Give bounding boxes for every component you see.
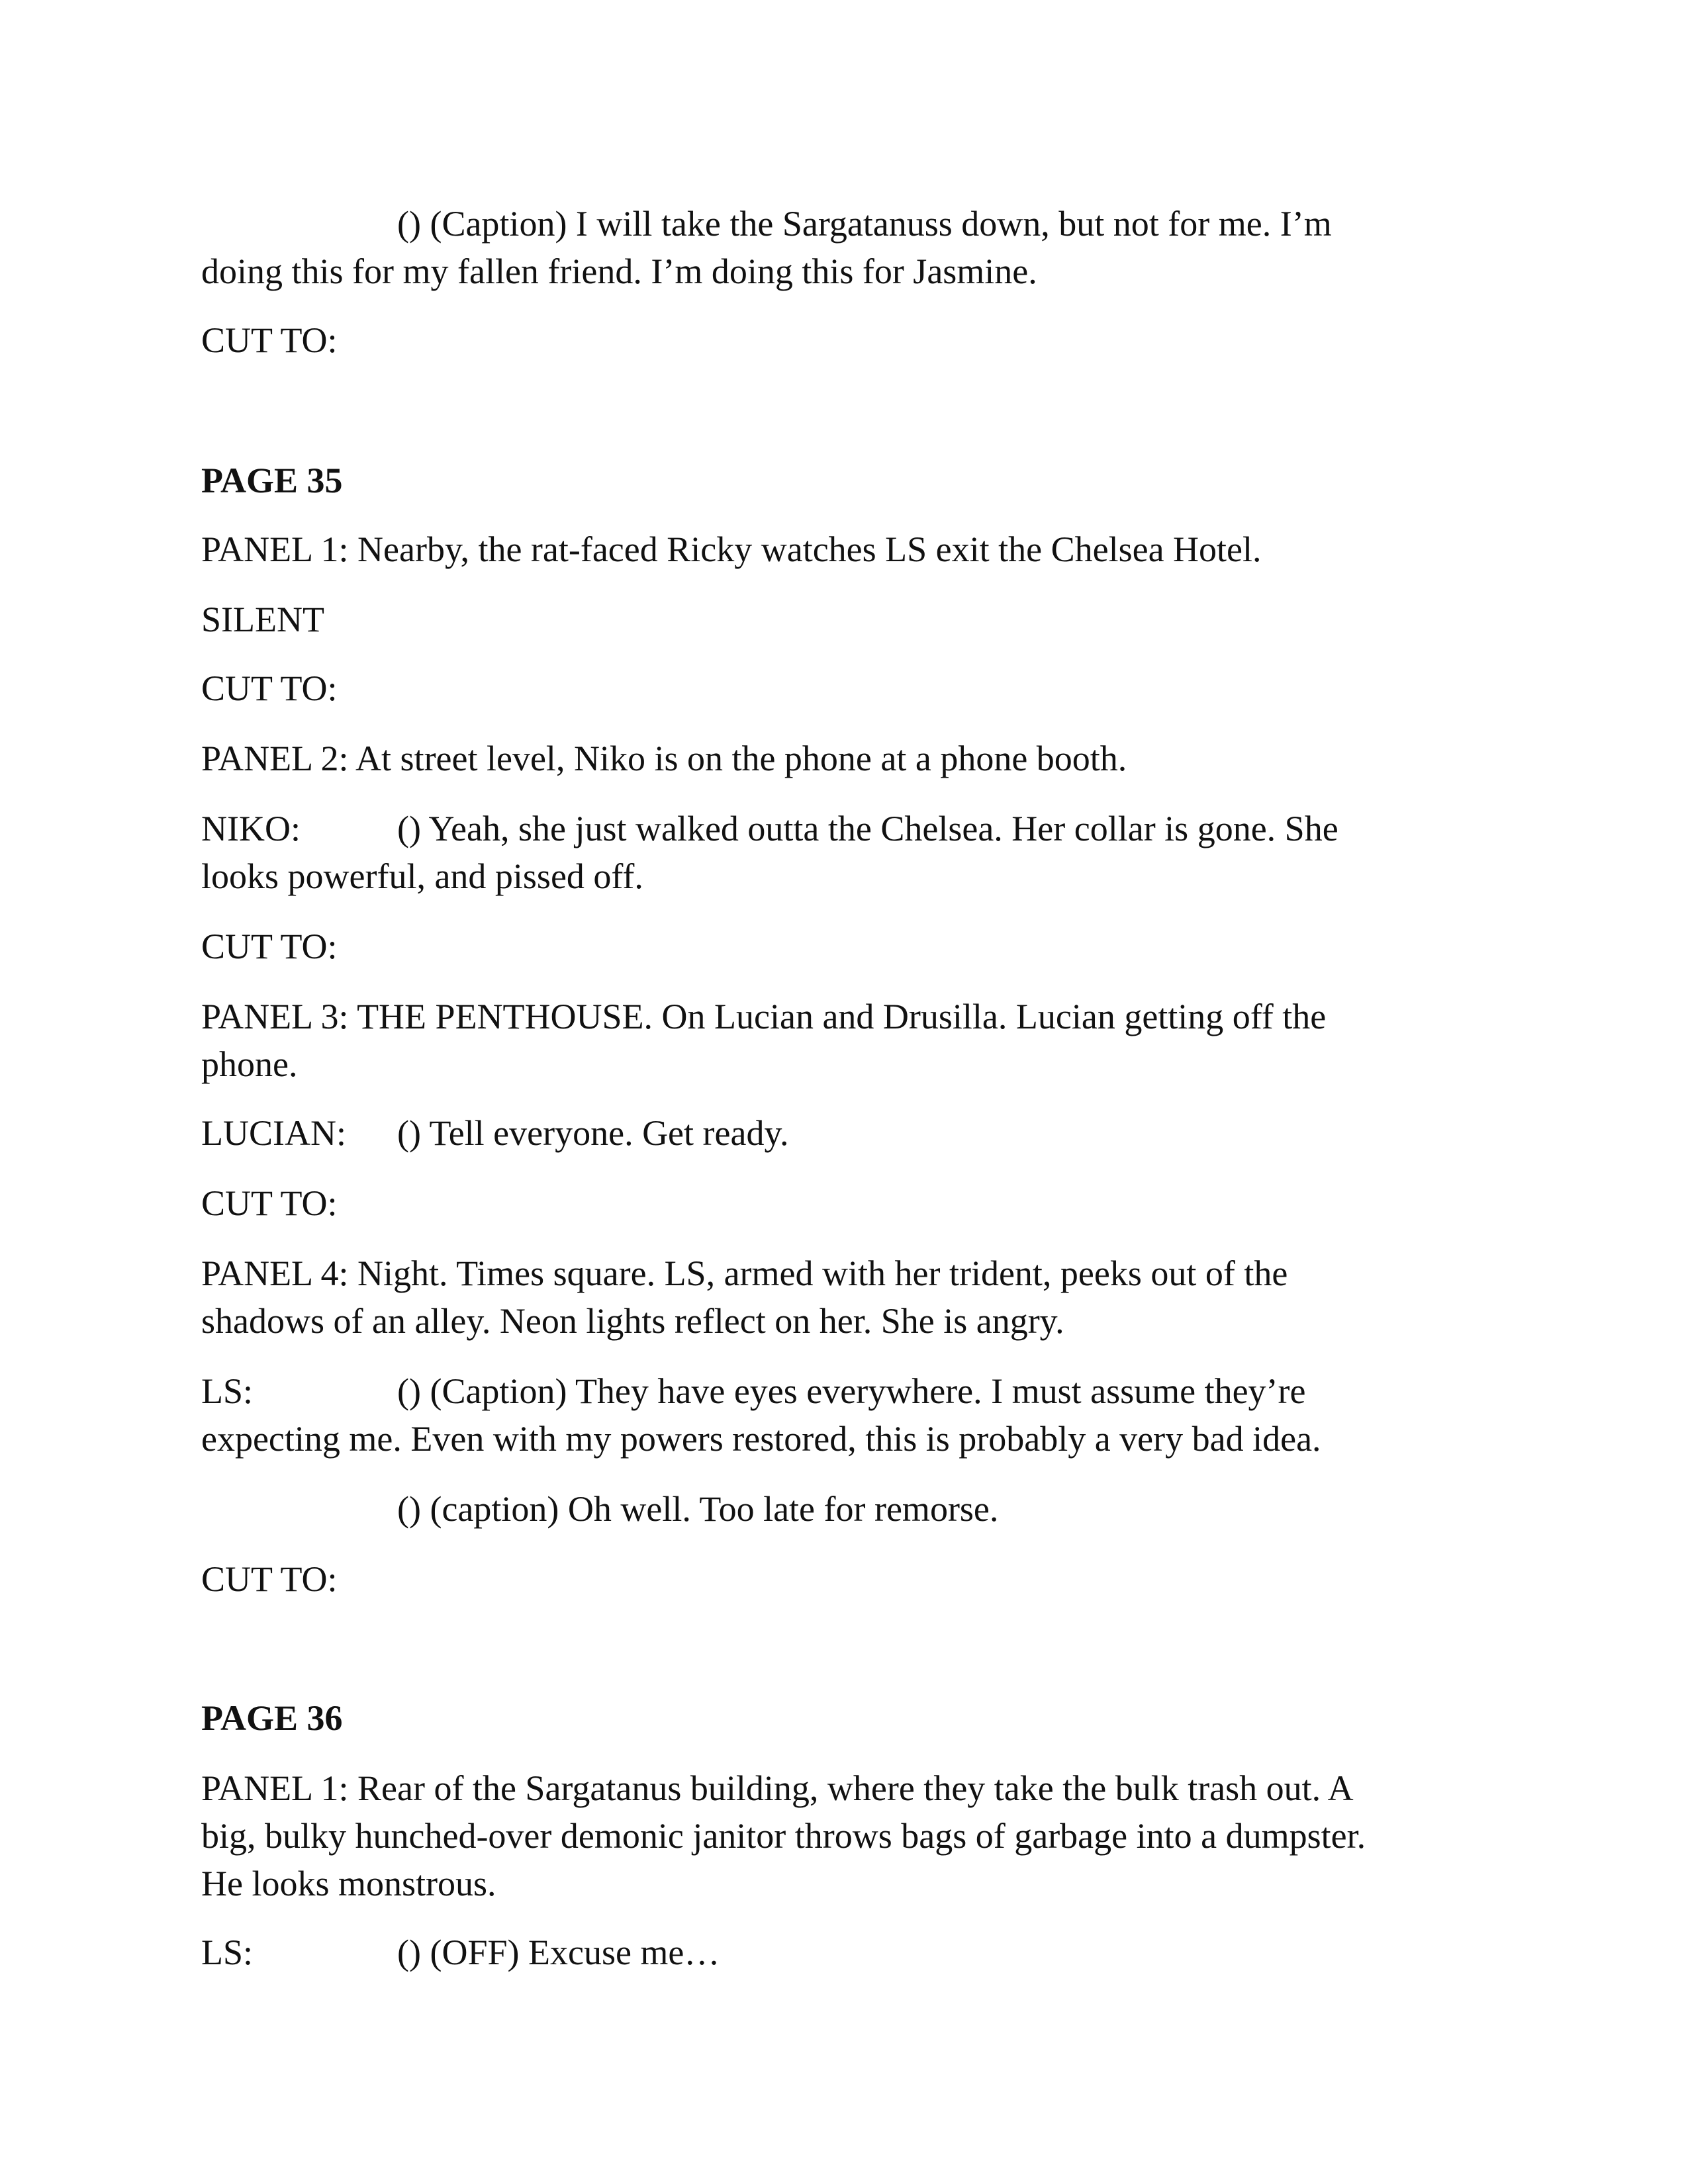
- panel-description: PANEL 3: THE PENTHOUSE. On Lucian and Drusilla. Lucian getting off the: [201, 997, 1327, 1036]
- transition-cut-to: CUT TO:: [201, 320, 338, 360]
- page-heading-35: PAGE 35: [201, 461, 343, 500]
- transition-cut-to: CUT TO:: [201, 668, 338, 708]
- dialogue-line: expecting me. Even with my powers restored, this is probably a very bad idea.: [201, 1419, 1321, 1459]
- dialogue-line: () Tell everyone. Get ready.: [397, 1113, 789, 1153]
- page-heading-36: PAGE 36: [201, 1698, 343, 1738]
- panel-description: shadows of an alley. Neon lights reflect on her. She is angry.: [201, 1301, 1064, 1341]
- speaker-ls: LS:: [201, 1371, 254, 1411]
- panel-description: big, bulky hunched-over demonic janitor throws bags of garbage into a dumpster.: [201, 1816, 1366, 1856]
- panel-description: PANEL 4: Night. Times square. LS, armed with her trident, peeks out of the: [201, 1253, 1288, 1293]
- dialogue-line: () Yeah, she just walked outta the Chelsea. Her collar is gone. She: [397, 809, 1338, 848]
- panel-description: PANEL 1: Rear of the Sargatanus building, where they take the bulk trash out. A: [201, 1768, 1354, 1808]
- silent-note: SILENT: [201, 600, 324, 639]
- caption-line: () (Caption) I will take the Sargatanuss down, but not for me. I’m: [397, 204, 1332, 244]
- transition-cut-to: CUT TO:: [201, 1559, 338, 1599]
- speaker-ls: LS:: [201, 1933, 254, 1972]
- dialogue-line: () (OFF) Excuse me…: [397, 1933, 720, 1972]
- panel-description: He looks monstrous.: [201, 1864, 496, 1903]
- transition-cut-to: CUT TO:: [201, 927, 338, 966]
- dialogue-line: looks powerful, and pissed off.: [201, 856, 643, 896]
- caption-line: doing this for my fallen friend. I’m doing this for Jasmine.: [201, 251, 1037, 291]
- speaker-niko: NIKO:: [201, 809, 301, 848]
- dialogue-line: () (Caption) They have eyes everywhere. I must assume they’re: [397, 1371, 1306, 1411]
- panel-description: PANEL 1: Nearby, the rat-faced Ricky watches LS exit the Chelsea Hotel.: [201, 529, 1262, 569]
- panel-description: phone.: [201, 1044, 298, 1084]
- speaker-lucian: LUCIAN:: [201, 1113, 346, 1153]
- panel-description: PANEL 2: At street level, Niko is on the phone at a phone booth.: [201, 739, 1127, 778]
- dialogue-line: () (caption) Oh well. Too late for remorse.: [397, 1489, 999, 1529]
- transition-cut-to: CUT TO:: [201, 1183, 338, 1223]
